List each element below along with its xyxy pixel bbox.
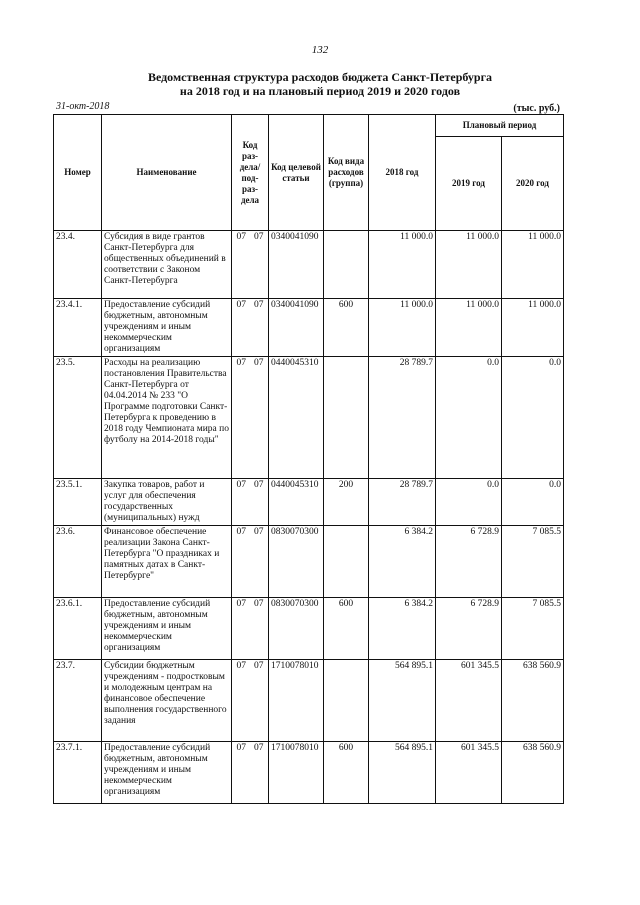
row-value-2018: 11 000.0 bbox=[369, 231, 436, 299]
row-number: 23.4. bbox=[54, 231, 102, 299]
row-section-code bbox=[232, 526, 269, 598]
row-name: Субсидии бюджетным учреждениям - подростковым и молодежным центрам на финансовое обеспечение выполнения государственного задания bbox=[102, 660, 232, 742]
row-number: 23.7.1. bbox=[54, 742, 102, 804]
row-value-2020: 0.0 bbox=[502, 357, 564, 479]
header-expense-type-code: Код вида расходов (группа) bbox=[324, 115, 369, 231]
row-value-2018: 28 789.7 bbox=[369, 479, 436, 526]
row-name: Расходы на реализацию постановления Правительства Санкт-Петербурга от 04.04.2014 № 233 "О Программе подготовки Санкт-Петербурга к проведению в 2018 году Чемпионата мира по футболу на 2014-2018 годы" bbox=[102, 357, 232, 479]
table-row bbox=[54, 526, 564, 598]
row-value-2019: 11 000.0 bbox=[436, 299, 502, 357]
table-row bbox=[54, 231, 564, 299]
header-year-2019: 2019 год bbox=[436, 137, 502, 231]
row-name: Предоставление субсидий бюджетным, автономным учреждениям и иным некоммерческим организациям bbox=[102, 598, 232, 660]
row-podrazdel: 07 bbox=[254, 743, 264, 753]
table-row bbox=[54, 742, 564, 804]
table-row bbox=[54, 479, 564, 526]
row-value-2020: 7 085.5 bbox=[502, 526, 564, 598]
header-year-2020: 2020 год bbox=[502, 137, 564, 231]
row-value-2018: 28 789.7 bbox=[369, 357, 436, 479]
row-razdel: 07 bbox=[236, 599, 246, 609]
table-row bbox=[54, 299, 564, 357]
row-podrazdel: 07 bbox=[254, 358, 264, 368]
row-expense-type-code bbox=[324, 357, 369, 479]
row-target-code: 1710078010 bbox=[269, 742, 324, 804]
row-target-code: 0340041090 bbox=[269, 231, 324, 299]
header-planned-period: Плановый период bbox=[436, 115, 564, 137]
header-target-code: Код целевой статьи bbox=[269, 115, 324, 231]
row-podrazdel: 07 bbox=[254, 527, 264, 537]
header-number: Номер bbox=[54, 115, 102, 231]
document-title bbox=[60, 70, 580, 98]
row-value-2018: 6 384.2 bbox=[369, 598, 436, 660]
row-value-2019: 11 000.0 bbox=[436, 231, 502, 299]
row-razdel: 07 bbox=[236, 661, 246, 671]
row-value-2018: 564 895.1 bbox=[369, 660, 436, 742]
row-expense-type-code: 600 bbox=[324, 299, 369, 357]
row-value-2020: 638 560.9 bbox=[502, 660, 564, 742]
table-row bbox=[54, 598, 564, 660]
row-expense-type-code: 600 bbox=[324, 598, 369, 660]
row-target-code: 0830070300 bbox=[269, 526, 324, 598]
table-body bbox=[54, 231, 564, 804]
row-name: Финансовое обеспечение реализации Закона Санкт-Петербурга "О праздниках и памятных датах в Санкт-Петербурге" bbox=[102, 526, 232, 598]
header-year-2018: 2018 год bbox=[369, 115, 436, 231]
row-name: Предоставление субсидий бюджетным, автономным учреждениям и иным некоммерческим организациям bbox=[102, 742, 232, 804]
row-section-code bbox=[232, 299, 269, 357]
row-value-2019: 601 345.5 bbox=[436, 660, 502, 742]
row-expense-type-code bbox=[324, 526, 369, 598]
row-value-2019: 0.0 bbox=[436, 479, 502, 526]
row-value-2018: 6 384.2 bbox=[369, 526, 436, 598]
row-podrazdel: 07 bbox=[254, 599, 264, 609]
row-section-code bbox=[232, 479, 269, 526]
row-value-2020: 0.0 bbox=[502, 479, 564, 526]
row-value-2020: 638 560.9 bbox=[502, 742, 564, 804]
row-podrazdel: 07 bbox=[254, 661, 264, 671]
row-section-code bbox=[232, 660, 269, 742]
title-line-1: Ведомственная структура расходов бюджета Санкт-Петербурга bbox=[147, 70, 493, 84]
table-row bbox=[54, 357, 564, 479]
row-name: Закупка товаров, работ и услуг для обеспечения государственных (муниципальных) нужд bbox=[102, 479, 232, 526]
row-value-2018: 11 000.0 bbox=[369, 299, 436, 357]
row-target-code: 1710078010 bbox=[269, 660, 324, 742]
row-target-code: 0830070300 bbox=[269, 598, 324, 660]
row-target-code: 0340041090 bbox=[269, 299, 324, 357]
row-target-code: 0440045310 bbox=[269, 479, 324, 526]
title-line-2: на 2018 год и на плановый период 2019 и 2020 годов bbox=[179, 84, 461, 98]
units-label: (тыс. руб.) bbox=[513, 103, 560, 114]
row-number: 23.5. bbox=[54, 357, 102, 479]
row-number: 23.7. bbox=[54, 660, 102, 742]
row-number: 23.6.1. bbox=[54, 598, 102, 660]
row-value-2019: 6 728.9 bbox=[436, 598, 502, 660]
row-value-2018: 564 895.1 bbox=[369, 742, 436, 804]
row-value-2019: 601 345.5 bbox=[436, 742, 502, 804]
row-expense-type-code: 200 bbox=[324, 479, 369, 526]
row-razdel: 07 bbox=[236, 358, 246, 368]
row-value-2020: 11 000.0 bbox=[502, 299, 564, 357]
row-section-code bbox=[232, 231, 269, 299]
page-number: 132 bbox=[311, 44, 329, 56]
row-value-2019: 6 728.9 bbox=[436, 526, 502, 598]
row-razdel: 07 bbox=[236, 232, 246, 242]
row-podrazdel: 07 bbox=[254, 232, 264, 242]
row-section-code bbox=[232, 357, 269, 479]
row-podrazdel: 07 bbox=[254, 480, 264, 490]
row-number: 23.6. bbox=[54, 526, 102, 598]
row-value-2020: 7 085.5 bbox=[502, 598, 564, 660]
row-number: 23.5.1. bbox=[54, 479, 102, 526]
row-target-code: 0440045310 bbox=[269, 357, 324, 479]
row-expense-type-code bbox=[324, 231, 369, 299]
row-razdel: 07 bbox=[236, 480, 246, 490]
budget-table bbox=[53, 114, 564, 804]
header-name: Наименование bbox=[102, 115, 232, 231]
row-razdel: 07 bbox=[236, 527, 246, 537]
row-value-2019: 0.0 bbox=[436, 357, 502, 479]
row-podrazdel: 07 bbox=[254, 300, 264, 310]
header-section-code: Код раз-дела/ под-раз-дела bbox=[232, 115, 269, 231]
row-razdel: 07 bbox=[236, 300, 246, 310]
table-row bbox=[54, 660, 564, 742]
row-name: Субсидия в виде грантов Санкт-Петербурга для общественных объединений в соответствии с Законом Санкт-Петербурга bbox=[102, 231, 232, 299]
row-name: Предоставление субсидий бюджетным, автономным учреждениям и иным некоммерческим организациям bbox=[102, 299, 232, 357]
row-section-code bbox=[232, 742, 269, 804]
row-expense-type-code: 600 bbox=[324, 742, 369, 804]
row-value-2020: 11 000.0 bbox=[502, 231, 564, 299]
row-razdel: 07 bbox=[236, 743, 246, 753]
document-date: 31-окт-2018 bbox=[56, 101, 110, 112]
row-section-code bbox=[232, 598, 269, 660]
row-number: 23.4.1. bbox=[54, 299, 102, 357]
row-expense-type-code bbox=[324, 660, 369, 742]
